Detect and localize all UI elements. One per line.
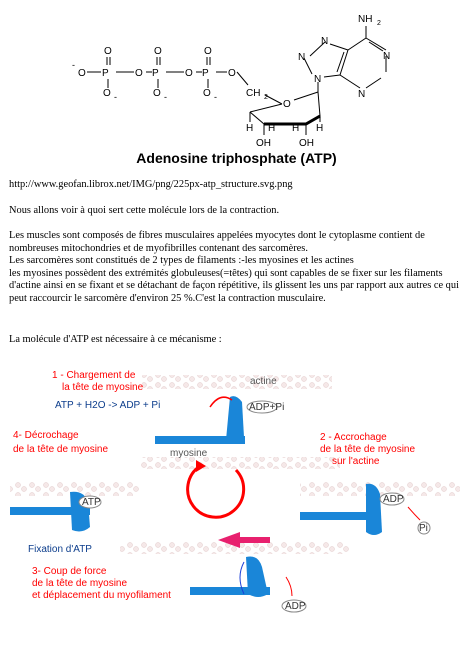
atom-h4: H	[292, 123, 300, 134]
atom-h2: H	[316, 123, 324, 134]
intro-paragraph: Nous allons voir à quoi sert cette molécule lors de la contraction.	[9, 205, 280, 216]
atom-n3: N	[358, 89, 366, 100]
atom-nh2-sub: 2	[377, 20, 381, 27]
atp-sentence: La molécule d'ATP est nécessaire à ce mécanisme :	[9, 334, 222, 345]
atom-p1: P	[102, 68, 109, 79]
atom-h1: H	[246, 123, 254, 134]
atom-o-bridge-1: O	[135, 68, 143, 79]
atom-oh2: OH	[299, 138, 314, 149]
step2-label-line2: de la tête de myosine	[320, 444, 416, 455]
atp-equation: ATP + H2O -> ADP + Pi	[55, 400, 161, 411]
figure-caption: Adenosine triphosphate (ATP)	[136, 150, 337, 166]
atom-charge-1: -	[114, 92, 117, 102]
atom-n-top: N	[321, 36, 329, 47]
atom-o-minus: O	[78, 68, 86, 79]
adp-bottom-label: ADP	[285, 601, 306, 612]
atom-oh1: OH	[256, 138, 271, 149]
actine-label: actine	[250, 376, 277, 387]
atom-n9: N	[314, 74, 322, 85]
step3-label-line3: et déplacement du myofilament	[32, 590, 171, 601]
adp-pi-label: ADP+Pi	[249, 402, 285, 413]
atom-o-minus-1: O	[103, 88, 111, 99]
description-block	[9, 230, 464, 306]
step1-label-line2: la tête de myosine	[62, 382, 144, 393]
myosin-head-powerstroke	[246, 556, 268, 597]
atom-o-minus-2: O	[153, 88, 161, 99]
atom-p2: P	[152, 68, 159, 79]
step2-label-line1: 2 - Accrochage	[320, 432, 387, 443]
atom-h3: H	[268, 123, 276, 134]
myosin-head-loaded	[226, 396, 244, 441]
myosin-filament	[155, 436, 245, 444]
step3-label-line1: 3- Coup de force	[32, 566, 107, 577]
atp-label: ATP	[82, 497, 101, 508]
atp-structure-figure	[0, 0, 473, 172]
pi-label: Pi	[419, 523, 428, 534]
actin-filament	[300, 482, 460, 496]
step1-label-line1: 1 - Chargement de	[52, 370, 136, 381]
source-url: http://www.geofan.librox.net/IMG/png/225px-atp_structure.svg.png	[9, 179, 293, 190]
atom-p3: P	[202, 68, 209, 79]
release-arrow	[408, 507, 420, 520]
atom-charge: -	[72, 60, 75, 70]
release-arrow	[286, 577, 292, 596]
myosine-label: myosine	[170, 448, 208, 459]
step4-label-line1: 4- Décrochage	[13, 430, 79, 441]
atom-n1: N	[383, 51, 391, 62]
atom-charge-3: -	[214, 92, 217, 102]
rotation-arrow	[210, 397, 232, 407]
cycle-arrow	[188, 466, 244, 517]
atom-o-bridge-2: O	[185, 68, 193, 79]
cross-bridge-cycle-diagram	[0, 362, 473, 648]
atom-ring-o: O	[283, 99, 291, 110]
atom-o2: O	[154, 46, 162, 57]
step3-label-line2: de la tête de myosine	[32, 578, 128, 589]
adp-label: ADP	[383, 494, 404, 505]
atom-o-bridge-3: O	[228, 68, 236, 79]
step4-label-line2: de la tête de myosine	[13, 444, 109, 455]
description-line: Les muscles sont composés de fibres musculaires appelées myocytes dont le cytoplasme contient de nombreuses mitochondries et de myofibrilles contenant des sarcomères.	[9, 230, 425, 254]
slide-arrow	[240, 537, 270, 543]
atom-o-minus-3: O	[203, 88, 211, 99]
atom-nh2: NH	[358, 14, 373, 25]
atom-o1: O	[104, 46, 112, 57]
description-line: Les sarcomères sont constitués de 2 types de filaments :-les myosines et les actines	[9, 255, 354, 267]
atom-charge-2: -	[164, 92, 167, 102]
atom-n7: N	[298, 52, 306, 63]
atom-ch2-sub: 2	[264, 94, 268, 101]
step2-label-line3: sur l'actine	[332, 456, 380, 467]
actin-filament	[142, 375, 332, 389]
atom-o3: O	[204, 46, 212, 57]
fixation-label: Fixation d'ATP	[28, 544, 92, 555]
atom-ch2: CH	[246, 88, 261, 99]
description-line: les myosines possèdent des extrémités globuleuses(=têtes) qui sont capables de se fixer sur les filaments d'actine ainsi en se fixant et se détachant de façon répétitive, ils glissent les uns par rapport aux autres ce qui peut raccourcir le sarcomère d'environ 25 %.C'est la contraction musculaire.	[9, 267, 459, 304]
